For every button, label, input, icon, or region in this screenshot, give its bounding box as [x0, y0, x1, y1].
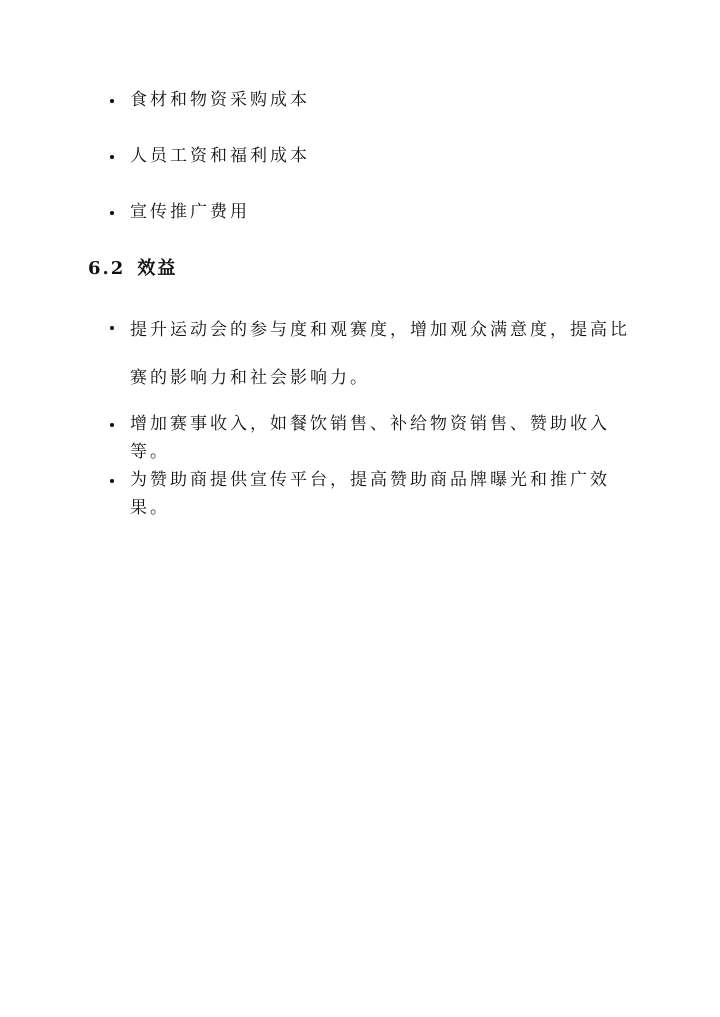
section-title: 效益 — [137, 258, 178, 279]
section-heading — [88, 256, 177, 282]
section-number: 6.2 — [88, 258, 126, 279]
list-item-text: 食材和物资采购成本 — [130, 90, 310, 110]
list-item — [112, 86, 632, 114]
list-item-text: 人员工资和福利成本 — [130, 146, 310, 166]
bullet-icon — [110, 99, 114, 103]
list-item — [112, 198, 632, 226]
bullet-icon — [110, 423, 114, 427]
list-item-text: 宣传推广费用 — [130, 202, 250, 222]
bullet-icon — [110, 211, 114, 215]
bullet-icon — [110, 479, 114, 483]
bullet-icon — [110, 326, 114, 330]
list-item — [112, 142, 632, 170]
list-item — [112, 466, 632, 522]
bullet-icon — [110, 155, 114, 159]
list-item-text: 增加赛事收入，如餐饮销售、补给物资销售、赞助收入等。 — [130, 414, 610, 462]
list-item-text: 为赞助商提供宣传平台，提高赞助商品牌曝光和推广效果。 — [130, 470, 610, 518]
list-item-text: 提升运动会的参与度和观赛度，增加观众满意度，提高比赛的影响力和社会影响力。 — [130, 320, 630, 388]
list-item — [112, 306, 632, 402]
list-item — [112, 410, 632, 466]
